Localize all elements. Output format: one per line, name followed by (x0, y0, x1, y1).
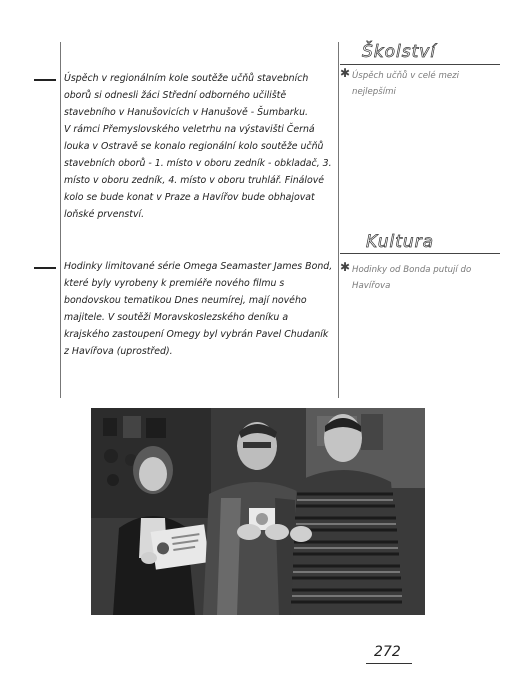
article-text-culture: Hodinky limitované série Omega Seamaster James Bond, které byly vyrobeny k premiéře nového filmu s bondovskou tematikou Dnes neumírej, mají nového majitele. V soutěži Moravskoslezského deníku a krajského zastoupení Omegy byl vybrán Pavel Chudaník z Havířova (uprostřed). (64, 261, 333, 357)
prize-handover-photo (91, 408, 425, 615)
section-underline (340, 253, 500, 254)
side-note-school: Úspěch učňů v celé mezi nejlepšími (352, 71, 460, 97)
section-underline (340, 64, 500, 65)
margin-rule (60, 42, 61, 398)
side-note-culture: Hodinky od Bonda putují do Havířova (352, 265, 472, 291)
asterisk-icon: ✱ (340, 66, 351, 80)
section-label-culture: Kultura (366, 232, 435, 252)
article-text-school: Úspěch v regionálním kole soutěže učňů stavebních oborů si odnesli žáci Střední odborného učiliště stavebního v Hanušovicích v Hanušově - Šumbarku. V rámci Přemyslovského veletrhu na výstavišti Černá louka v Ostravě se konalo regionální kolo soutěže učňů stavebních oborů - 1. místo v oboru zedník - obkladač, 3. místo v oboru zedník, 4. místo v oboru truhlář. Finálové kolo se bude konat v Praze a Havířov bude obhajovat loňské prvenství. (64, 73, 332, 220)
page-number-underline (366, 663, 412, 664)
bullet-dash (34, 79, 56, 81)
page-number: 272 (374, 644, 401, 660)
asterisk-icon: ✱ (340, 260, 351, 274)
section-label-school: Školství (362, 42, 437, 62)
column-divider (338, 42, 339, 398)
bullet-dash (34, 267, 56, 269)
